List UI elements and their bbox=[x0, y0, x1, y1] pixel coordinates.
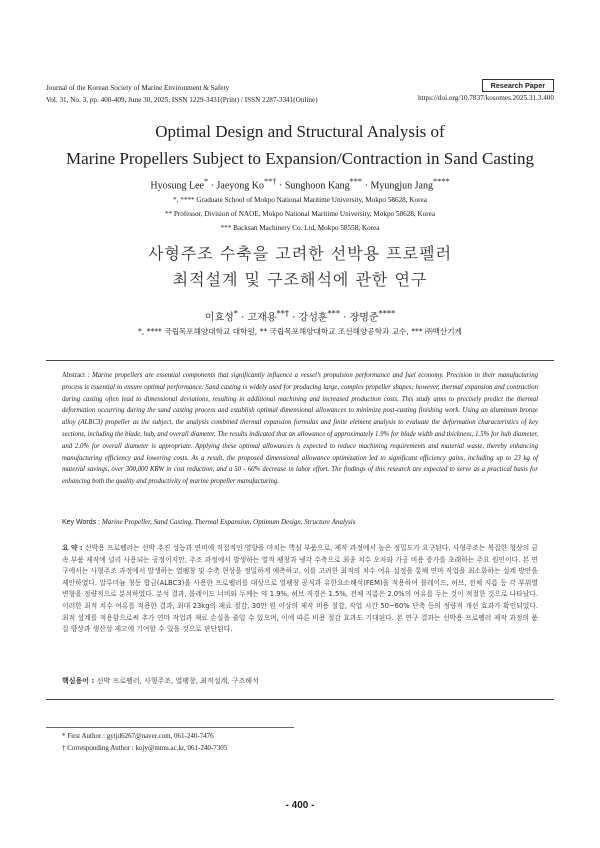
doi-link[interactable]: https://doi.org/10.7837/kosomes.2025.31.3.400 bbox=[417, 94, 554, 102]
keywords-text: Marine Propeller, Sand Casting, Thermal Expansion, Optimum Design, Structure Analysis bbox=[101, 518, 356, 526]
abstract-text: Marine propellers are essential components that significantly influence a vessel’s propulsion performance and fuel economy. Precision in their manufacturing process is essential to ensure optimal performance. Sand casting is widely used for producing large, complex propeller shapes; however, thermal expansion and contraction during casting often lead to dimensional deviations, resulting in additional machining and increased production costs. This study aims to precisely predict the thermal deformation occurring during the sand casting process and establish optimal dimensional allowances to minimize post-casting finishing work. Using an aluminum bronze alloy (ALBC3) propeller as the subject, the analysis combined thermal expansion formulas and finite element analysis to evaluate the deformation characteristics of key sections, including the blade, hub, and overall diameter. The results indicated that an allowance of approximately 1.9% for blade width and thickness, 1.5% for hub diameter, and 2.0% for overall diameter is appropriate. Applying these optimal allowances is expected to reduce machining requirements and material waste, thereby enhancing manufacturing efficiency and lowering costs. As a result, the proposed dimensional allowance optimization led to significant efficiency gains, including up to 23 kg of material savings, over 300,000 KRW in cost reduction, and a 50 - 60% decrease in labor effort. The findings of this research are expected to serve as a practical basis for enhancing both the quality and productivity of marine propeller manufacturing. bbox=[62, 372, 538, 486]
footnote-first-author: * First Author : gytjd6267@naver.com, 061-240-7476 bbox=[62, 732, 214, 740]
research-paper-badge: Research Paper bbox=[482, 79, 554, 92]
title-korean-line2: 최적설계 및 구조해석에 관한 연구 bbox=[172, 270, 428, 289]
title-english-line2: Marine Propellers Subject to Expansion/Contraction in Sand Casting bbox=[66, 149, 534, 168]
author-ko-1-mark: * bbox=[233, 308, 238, 318]
abstract-label: Abstract : bbox=[62, 372, 93, 379]
author-4-mark: **** bbox=[432, 177, 450, 186]
keywords bbox=[62, 518, 538, 526]
affiliations-english bbox=[0, 193, 600, 235]
footnotes bbox=[62, 731, 227, 754]
summary-korean-text: 선박용 프로펠러는 선박 추진 성능과 연비에 직접적인 영향을 미치는 핵심 부품으로, 제작 과정에서 높은 정밀도가 요구된다. 사형주조는 복잡한 형상의 금속 부품 제작에 널리 사용되는 공정이지만, 주조 과정에서 발생하는 열적 팽창과 냉각 수축으로 최종 치수 오차와 가공 비용 증가를 초래하는 주요 원인이다. 본 연구에서는 사형주조 과정에서 발생하는 열팽창 및 수축 현상을 정밀하게 예측하고, 이를 고려한 최적의 치수 여유 설정을 통해 연마 작업을 최소화하는 설계 방안을 제안하였다. 알루미늄 청동 합금(ALBC3)을 사용한 프로펠러를 대상으로 열팽창 공식과 유한요소해석(FEM)을 적용하여 블레이드, 허브, 전체 지름 등 각 부위별 변형을 정량적으로 분석하였다. 분석 결과, 블레이드 너비와 두께는 약 1.9%, 허브 직경은 1.5%, 전체 지름은 2.0%의 여유를 두는 것이 적절한 것으로 나타났다. 이러한 최적 치수 여유를 적용한 결과, 최대 23kg의 재료 절감, 30만 원 이상의 제작 비용 절감, 작업 시간 50~60% 단축 등의 정량적 개선 효과가 확인되었다. 최적 설계를 적용함으로써 추가 연마 작업과 재료 손실을 줄일 수 있으며, 이에 따른 비용 절감 효과도 기대된다. 본 연구 결과는 선박용 프로펠러 제작 과정의 품질 향상과 생산성 제고에 기여할 수 있을 것으로 판단된다. bbox=[62, 544, 538, 634]
author-separator: · bbox=[340, 312, 350, 324]
author-separator: · bbox=[276, 180, 285, 192]
keywords-bottom-rule bbox=[46, 699, 554, 700]
author-2: Jaeyong Ko bbox=[216, 180, 265, 192]
journal-name: Journal of the Korean Society of Marine Environment & Safety bbox=[46, 84, 230, 92]
abstract-top-rule bbox=[46, 360, 554, 361]
affiliation-line: *** Backsan Machinery Co. Ltd, Mokpo 58558, Korea bbox=[220, 224, 380, 232]
author-3: Sunghoon Kang bbox=[284, 180, 350, 192]
author-1: Hyosung Lee bbox=[150, 180, 204, 192]
journal-volume-issn: Vol. 31, No. 3, pp. 400-409, June 30, 2025, ISSN 1229-3431(Print) / ISSN 2287-3341(Online) bbox=[46, 96, 318, 104]
keywords-korean-text: 선박 프로펠러, 사형주조, 열팽창, 최적설계, 구조해석 bbox=[96, 677, 259, 685]
author-2-mark: **† bbox=[264, 177, 277, 186]
title-english-line1: Optimal Design and Structural Analysis of bbox=[155, 122, 445, 141]
author-1-mark: * bbox=[204, 177, 209, 186]
affiliation-korean: *, **** 국립목포해양대학교 대학원, ** 국립목포해양대학교 조선해양공학과 교수, *** ㈜백산기계 bbox=[138, 327, 462, 336]
footnote-corresponding-author: † Corresponding Author : kojy@mmu.ac.kr, 061-240-7305 bbox=[62, 743, 228, 752]
page-number: - 400 - bbox=[285, 800, 315, 811]
affiliation-line: ** Professor, Division of NAOE, Mokpo National Maritime University, Mokpo 58628, Korea bbox=[164, 210, 436, 218]
author-ko-3-mark: *** bbox=[327, 308, 341, 318]
title-english bbox=[0, 118, 600, 172]
summary-korean-label: 요 약 : bbox=[62, 544, 86, 552]
affiliation-line: *, **** Graduate School of Mokpo National Maritime University, Mokpo 58628, Korea bbox=[173, 196, 427, 204]
footnote-rule bbox=[46, 727, 294, 728]
author-3-mark: *** bbox=[349, 177, 363, 186]
keywords-label: Key Words : bbox=[62, 519, 102, 526]
author-separator: · bbox=[237, 312, 248, 324]
summary-korean bbox=[62, 543, 538, 636]
keywords-korean bbox=[62, 676, 538, 686]
abstract bbox=[62, 370, 538, 488]
author-ko-1: 이효성 bbox=[204, 312, 234, 324]
author-ko-4-mark: **** bbox=[378, 308, 396, 318]
author-ko-3: 강성훈 bbox=[298, 312, 328, 324]
authors-english bbox=[0, 177, 600, 191]
author-4: Myungjun Jang bbox=[370, 180, 433, 192]
author-separator: · bbox=[208, 180, 217, 192]
keywords-korean-label: 핵심용어 : bbox=[62, 677, 97, 685]
journal-header bbox=[46, 82, 318, 106]
author-separator: · bbox=[288, 312, 299, 324]
author-separator: · bbox=[362, 180, 371, 192]
author-ko-2: 고재용 bbox=[247, 312, 277, 324]
authors-korean bbox=[0, 308, 600, 323]
title-korean bbox=[0, 241, 600, 293]
author-ko-2-mark: **† bbox=[276, 308, 289, 318]
author-ko-4: 장명준 bbox=[349, 312, 379, 324]
title-korean-line1: 사형주조 수축을 고려한 선박용 프로펠러 bbox=[147, 244, 453, 263]
